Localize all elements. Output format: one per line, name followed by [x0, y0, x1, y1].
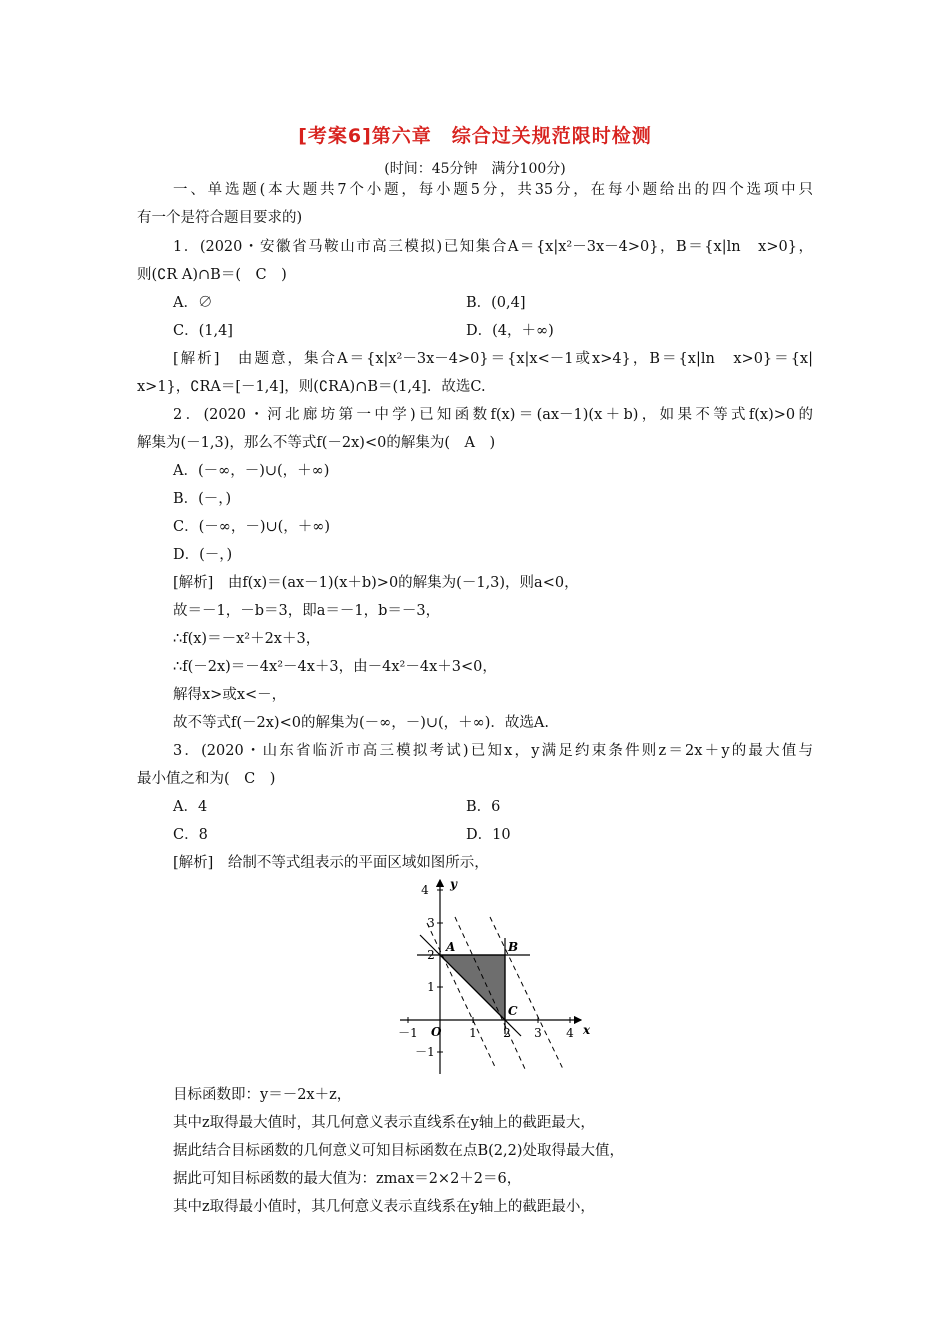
q1-stem-line: 1．(2020・安徽省马鞍山市高三模拟)已知集合A＝{x|x²－3x－4>0}，B＝{x|ln x>0}， [173, 239, 813, 255]
q2-option-a: A．(－∞，－)∪(，＋∞) [173, 463, 330, 479]
x-tick-label: 3 [534, 1026, 542, 1040]
q2-analysis-line: 解得x>或x<－， [173, 687, 287, 703]
x-tick-label: －1 [398, 1026, 418, 1040]
page-subtitle: (时间：45分钟 满分100分) [384, 161, 566, 177]
point-label-b: B [508, 940, 519, 954]
q3-analysis-line: 据此可知目标函数的最大值为：zmax＝2×2＋2＝6， [173, 1171, 522, 1187]
q1-stem-line: 则(∁R A)∩B＝( C ) [137, 267, 287, 283]
q2-stem-line: 解集为(－1,3)，那么不等式f(－2x)<0的解集为( A ) [137, 435, 496, 451]
q3-analysis-line: 其中z取得最大值时，其几何意义表示直线系在y轴上的截距最大， [173, 1115, 595, 1131]
y-tick-label: －1 [415, 1045, 435, 1059]
q3-option-d: D．10 [466, 827, 511, 843]
q1-analysis-line: [解析] 由题意，集合A＝{x|x²－3x－4>0}＝{x|x<－1或x>4}，B＝{x|ln x>0}＝{x| [173, 351, 813, 367]
q1-option-d: D．(4，＋∞) [466, 323, 554, 339]
y-tick-label: 3 [427, 916, 435, 930]
q2-analysis-line: ∴f(－2x)＝－4x²－4x＋3，由－4x²－4x＋3<0， [173, 659, 497, 675]
q3-analysis-line: 其中z取得最小值时，其几何意义表示直线系在y轴上的截距最小， [173, 1199, 595, 1215]
x-axis-label: x [583, 1023, 590, 1037]
q1-option-a: A．∅ [173, 295, 213, 311]
x-tick-label: 2 [503, 1026, 511, 1040]
q3-option-c: C．8 [173, 827, 208, 843]
q3-option-a: A．4 [173, 799, 208, 815]
q3-analysis-line: [解析] 给制不等式组表示的平面区域如图所示， [173, 855, 489, 871]
y-tick-label: 2 [427, 948, 435, 962]
section-heading-line: 一、单选题(本大题共7个小题，每小题5分，共35分，在每小题给出的四个选项中只 [173, 182, 813, 198]
q2-option-b: B．(－，) [173, 491, 232, 507]
section-heading-line: 有一个是符合题目要求的) [137, 210, 303, 226]
page-title: [考案6]第六章 综合过关规范限时检测 [298, 125, 652, 147]
q1-option-b: B．(0,4] [466, 295, 526, 311]
q2-analysis-line: [解析] 由f(x)＝(ax－1)(x＋b)>0的解集为(－1,3)，则a<0， [173, 575, 579, 591]
q2-analysis-line: ∴f(x)＝－x²＋2x＋3， [173, 631, 321, 647]
origin-label: O [431, 1025, 442, 1039]
q3-analysis-line: 据此结合目标函数的几何意义可知目标函数在点B(2,2)处取得最大值， [173, 1143, 625, 1159]
q3-stem-line: 3．(2020・山东省临沂市高三模拟考试)已知x，y满足约束条件则z＝2x＋y的最大值与 [173, 743, 813, 759]
q2-option-d: D．(－，) [173, 547, 233, 563]
q1-analysis-line: x>1}，∁RA＝[－1,4]，则(∁RA)∩B＝(1,4]．故选C. [137, 379, 486, 395]
y-axis-label: y [450, 877, 457, 891]
x-tick-label: 1 [469, 1026, 477, 1040]
q2-stem-line: 2．(2020・河北廊坊第一中学)已知函数f(x)＝(ax－1)(x＋b)，如果不等式f(x)>0的 [173, 407, 813, 423]
y-tick-label: 4 [421, 883, 429, 897]
x-tick-label: 4 [566, 1026, 574, 1040]
q2-analysis-line: 故不等式f(－2x)<0的解集为(－∞，－)∪(，＋∞)．故选A. [173, 715, 549, 731]
point-label-a: A [446, 940, 456, 954]
q2-option-c: C．(－∞，－)∪(，＋∞) [173, 519, 331, 535]
q3-stem-line: 最小值之和为( C ) [137, 771, 276, 787]
point-label-c: C [508, 1004, 518, 1018]
y-tick-label: 1 [427, 980, 435, 994]
feasible-region-graph [395, 874, 590, 1079]
q2-analysis-line: 故＝－1，－b＝3，即a＝－1，b＝－3， [173, 603, 441, 619]
q3-option-b: B．6 [466, 799, 501, 815]
q1-option-c: C．(1,4] [173, 323, 233, 339]
q3-analysis-line: 目标函数即：y＝－2x＋z， [173, 1087, 352, 1103]
